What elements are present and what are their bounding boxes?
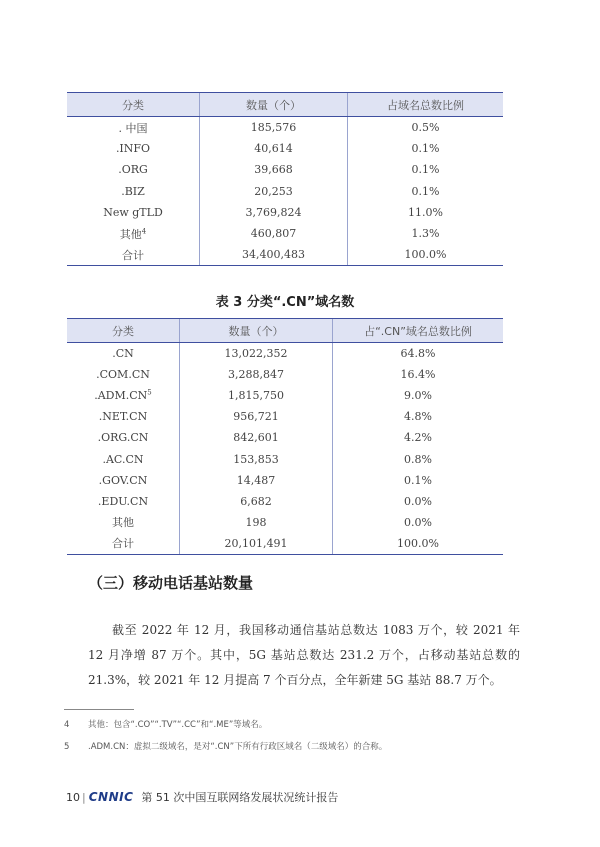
count-cell: 1,815,750 (180, 385, 333, 406)
category-label: .GOV.CN (98, 473, 148, 487)
category-label: .EDU.CN (97, 494, 149, 508)
page-footer (66, 789, 338, 805)
table-row (67, 512, 503, 533)
count-cell: 20,253 (200, 181, 348, 202)
count-cell: 14,487 (180, 470, 333, 491)
count-cell: 20,101,491 (180, 533, 333, 555)
category-label: . 中国 (118, 121, 148, 135)
footnote-text: 其他：包含“.CO”“.TV”“.CC”和“.ME”等域名。 (88, 720, 268, 730)
category-label: .AC.CN (102, 452, 144, 466)
category-label: 合计 (122, 248, 144, 262)
table-row (67, 223, 503, 244)
table-caption: 表 3 分类“.CN”域名数 (215, 295, 355, 310)
footer-divider: | (82, 790, 86, 804)
percent-cell: 0.0% (333, 491, 504, 512)
percent-cell: 100.0% (333, 533, 504, 555)
table-row (67, 138, 503, 159)
table-row (67, 427, 503, 448)
table-row (67, 202, 503, 223)
percent-cell: 0.0% (333, 512, 504, 533)
category-cell (67, 406, 180, 427)
table-row (67, 181, 503, 202)
table-row (67, 533, 503, 555)
table-row (67, 448, 503, 469)
column-header: 占“.CN”域名总数比例 (333, 319, 504, 343)
footnote-number: 4 (64, 720, 70, 730)
footnote-number: 5 (64, 742, 70, 752)
table-row (67, 385, 503, 406)
percent-cell: 0.5% (348, 117, 504, 139)
count-cell: 34,400,483 (200, 244, 348, 266)
table-row (67, 470, 503, 491)
page-number: 10 (66, 790, 80, 804)
column-header: 分类 (67, 319, 180, 343)
table-header-row (67, 319, 503, 343)
category-label: .CN (112, 347, 134, 361)
body-paragraph: 截至 2022 年 12 月，我国移动通信基站总数达 1083 万个，较 2021 年 12 月净增 87 万个。其中，5G 基站总数达 231.2 万个，占移动基站总数的 21.3%，较 2021 年 12 月提高 7 个百分点，全年新建 5G 基站 88.7 万个。 (88, 623, 520, 687)
count-cell: 3,288,847 (180, 364, 333, 385)
table-header-row (67, 93, 503, 117)
count-cell: 198 (180, 512, 333, 533)
category-cell (67, 181, 200, 202)
percent-cell: 16.4% (333, 364, 504, 385)
count-cell: 3,769,824 (200, 202, 348, 223)
count-cell: 956,721 (180, 406, 333, 427)
footnote-ref: 4 (141, 226, 147, 235)
category-cell (67, 138, 200, 159)
column-header: 数量（个） (180, 319, 333, 343)
category-cell (67, 364, 180, 385)
percent-cell: 11.0% (348, 202, 504, 223)
table-row (67, 244, 503, 266)
category-label: 其他 (112, 516, 134, 530)
category-cell (67, 448, 180, 469)
table-row (67, 159, 503, 180)
count-cell: 39,668 (200, 159, 348, 180)
footnote (64, 740, 387, 752)
percent-cell: 4.8% (333, 406, 504, 427)
category-cell (67, 159, 200, 180)
percent-cell: 1.3% (348, 223, 504, 244)
footnote-divider (64, 709, 134, 710)
table-row (67, 491, 503, 512)
cnnic-logo: CNNIC (88, 790, 134, 804)
table-row (67, 406, 503, 427)
category-cell (67, 117, 200, 139)
percent-cell: 0.8% (333, 448, 504, 469)
category-cell (67, 202, 200, 223)
count-cell: 40,614 (200, 138, 348, 159)
category-cell (67, 533, 180, 555)
table-row (67, 364, 503, 385)
percent-cell: 100.0% (348, 244, 504, 266)
category-label: 合计 (112, 537, 134, 551)
percent-cell: 0.1% (348, 138, 504, 159)
category-cell (67, 244, 200, 266)
category-cell (67, 512, 180, 533)
section-heading: （三）移动电话基站数量 (88, 574, 254, 592)
domain-category-table (67, 92, 503, 266)
category-label: .BIZ (121, 184, 145, 198)
percent-cell: 0.1% (348, 181, 504, 202)
category-label: .ORG (118, 163, 148, 177)
category-cell (67, 343, 180, 365)
percent-cell: 64.8% (333, 343, 504, 365)
percent-cell: 0.1% (333, 470, 504, 491)
percent-cell: 9.0% (333, 385, 504, 406)
category-cell (67, 223, 200, 244)
category-label: .INFO (115, 142, 151, 156)
footnote-text: .ADM.CN：虚拟二级域名，是对“.CN”下所有行政区域名（二级域名）的合称。 (88, 742, 388, 752)
footnote (64, 718, 267, 730)
count-cell: 185,576 (200, 117, 348, 139)
footnote-ref: 5 (147, 388, 152, 397)
category-cell (67, 491, 180, 512)
cn-domain-table (67, 318, 503, 555)
column-header: 数量（个） (200, 93, 348, 117)
column-header: 分类 (67, 93, 200, 117)
report-title: 第 51 次中国互联网络发展状况统计报告 (141, 791, 339, 804)
category-cell (67, 470, 180, 491)
percent-cell: 4.2% (333, 427, 504, 448)
category-cell (67, 385, 180, 406)
column-header: 占域名总数比例 (348, 93, 504, 117)
category-label: .ADM.CN (94, 389, 148, 403)
category-label: 其他 (119, 227, 142, 241)
table-row (67, 117, 503, 139)
count-cell: 460,807 (200, 223, 348, 244)
count-cell: 6,682 (180, 491, 333, 512)
category-label: New gTLD (103, 205, 163, 219)
category-label: .NET.CN (98, 410, 148, 424)
category-label: .COM.CN (96, 368, 150, 382)
table-row (67, 343, 503, 365)
category-label: .ORG.CN (97, 431, 149, 445)
category-cell (67, 427, 180, 448)
count-cell: 153,853 (180, 448, 333, 469)
percent-cell: 0.1% (348, 159, 504, 180)
count-cell: 13,022,352 (180, 343, 333, 365)
count-cell: 842,601 (180, 427, 333, 448)
